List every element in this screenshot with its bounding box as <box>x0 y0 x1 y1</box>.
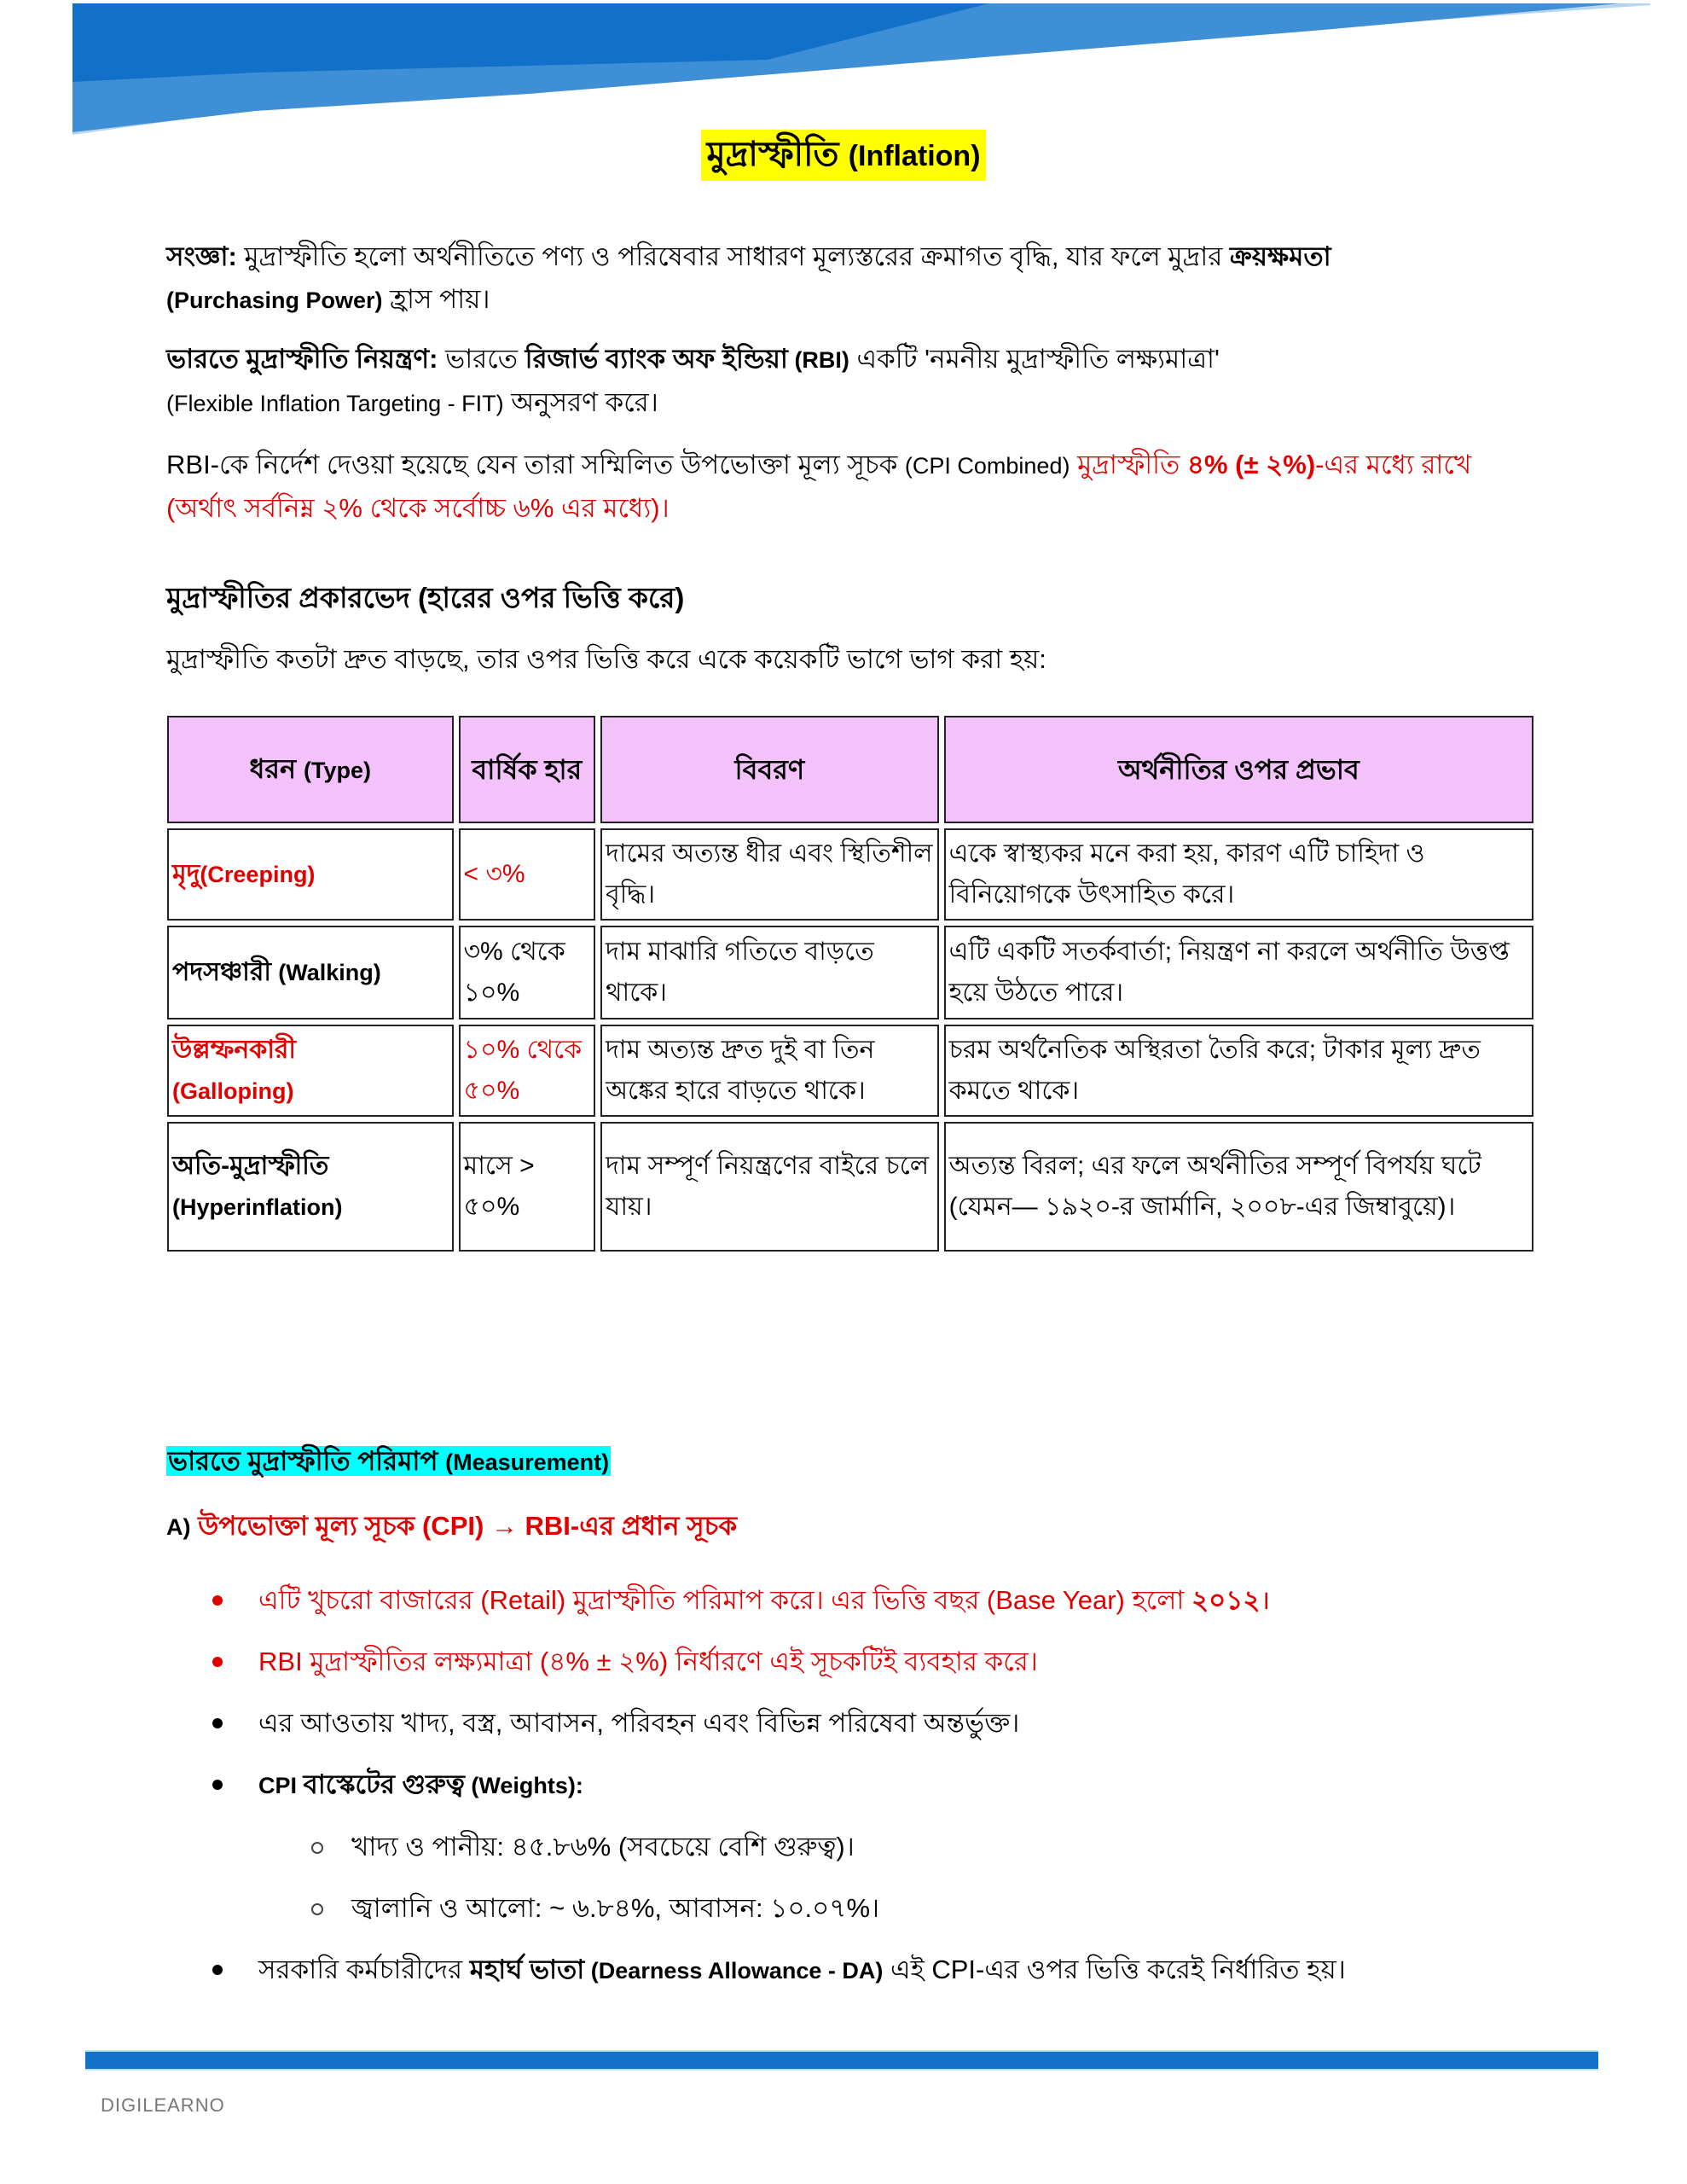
header-type-bn: ধরন <box>249 753 297 784</box>
description-cell: দাম সম্পূর্ণ নিয়ন্ত্রণের বাইরে চলে যায়। <box>600 1122 939 1252</box>
mandate-red-text: মুদ্রাস্ফীতি <box>1070 450 1187 479</box>
circle-bullet-icon <box>311 1903 323 1915</box>
bullet-text: এটি খুচরো বাজারের (Retail) মুদ্রাস্ফীতি পরিমাপ করে। এর ভিত্তি বছর (Base Year) হলো <box>258 1585 1191 1615</box>
table-header-row <box>167 716 1533 823</box>
description-cell: দাম অত্যন্ত দ্রুত দুই বা তিন অঙ্কের হারে বাড়তে থাকে। <box>600 1025 939 1117</box>
sub-list-item <box>166 1878 1548 1939</box>
da-english: (Dearness Allowance - DA) <box>584 1958 884 1984</box>
title-english: (Inflation) <box>848 140 981 172</box>
bullet-text: এর আওতায় খাদ্য, বস্ত্র, আবাসন, পরিবহন এবং বিভিন্ন পরিষেবা অন্তর্ভুক্ত। <box>258 1708 1020 1738</box>
cpi-bullet-list <box>166 1570 1548 2001</box>
type-cell <box>167 926 454 1019</box>
da-bengali: মহার্ঘ ভাতা <box>469 1955 585 1984</box>
rbi-abbr: (RBI) <box>787 347 849 373</box>
rate-cell: ৩% থেকে ১০% <box>459 926 596 1019</box>
fit-english: (Flexible Inflation Targeting - FIT) <box>166 391 504 416</box>
rate-cell: মাসে > ৫০% <box>459 1122 596 1252</box>
bullet-end: । <box>1260 1585 1271 1615</box>
rate-cell: ১০% থেকে ৫০% <box>459 1025 596 1117</box>
measurement-heading-en: (Measurement) <box>445 1449 610 1475</box>
type-en: (Galloping) <box>172 1078 294 1104</box>
type-bn: অতি-মুদ্রাস্ফীতি <box>172 1152 329 1180</box>
bullet-icon <box>212 1595 223 1606</box>
bullet-end: এই CPI-এর ওপর ভিত্তি করেই নির্ধারিত হয়। <box>883 1955 1346 1984</box>
sub-list-item <box>166 1816 1548 1878</box>
list-item <box>166 1631 1548 1693</box>
header-description: বিবরণ <box>600 716 939 823</box>
table-row <box>167 926 1533 1019</box>
circle-bullet-icon <box>311 1842 323 1854</box>
description-cell: দাম মাঝারি গতিতে বাড়তে থাকে। <box>600 926 939 1019</box>
description-cell: দামের অত্যন্ত ধীর এবং স্থিতিশীল বৃদ্ধি। <box>600 828 939 921</box>
type-en: (Hyperinflation) <box>172 1194 343 1220</box>
definition-paragraph <box>166 235 1548 322</box>
cpi-subheading-text: উপভোক্তা মূল্য সূচক (CPI) → RBI-এর প্রধান সূচক <box>190 1511 738 1541</box>
header-type-en: (Type) <box>304 758 372 783</box>
type-en: (Walking) <box>278 960 381 985</box>
measurement-heading <box>166 1440 611 1484</box>
table-row <box>167 1122 1533 1252</box>
fuel-housing-weight: জ্বালানি ও আলো: ~ ৬.৮৪%, আবাসন: ১০.০৭%। <box>351 1893 880 1923</box>
footer-bar <box>85 2050 1598 2071</box>
cpi-combined: (CPI Combined) <box>904 453 1070 479</box>
page-title-wrap <box>0 130 1687 181</box>
types-heading: মুদ্রাস্ফীতির প্রকারভেদ (হারের ওপর ভিত্তি করে) <box>166 582 685 613</box>
purchasing-power-english: (Purchasing Power) <box>166 288 383 313</box>
type-cell <box>167 1122 454 1252</box>
mandate-paragraph <box>166 444 1548 530</box>
header-type <box>167 716 454 823</box>
type-cell <box>167 828 454 921</box>
bullet-icon <box>212 1780 223 1790</box>
subheading-prefix: A) <box>166 1514 191 1540</box>
measurement-heading-highlight <box>166 1446 611 1476</box>
fit-bengali: একটি 'নমনীয় মুদ্রাস্ফীতি লক্ষ্যমাত্রা' <box>849 344 1220 374</box>
control-label: ভারতে মুদ্রাস্ফীতি নিয়ন্ত্রণ: <box>166 344 438 374</box>
types-intro: মুদ্রাস্ফীতি কতটা দ্রুত বাড়ছে, তার ওপর ভিত্তি করে একে কয়েকটি ভাগে ভাগ করা হয়: <box>166 644 1046 674</box>
control-text: ভারতে <box>438 344 525 374</box>
header-banner <box>0 0 1687 145</box>
bullet-text: সরকারি কর্মচারীদের <box>258 1955 470 1984</box>
measurement-heading-bn: ভারতে মুদ্রাস্ফীতি পরিমাপ <box>168 1446 438 1476</box>
mandate-text: RBI-কে নির্দেশ দেওয়া হয়েছে যেন তারা সম্মিলিত উপভোক্তা মূল্য সূচক <box>166 450 905 479</box>
type-en: (Creeping) <box>200 862 316 887</box>
type-bn: মৃদু <box>172 860 200 888</box>
impact-cell: একে স্বাস্থ্যকর মনে করা হয়, কারণ এটি চাহিদা ও বিনিয়োগকে উৎসাহিত করে। <box>944 828 1533 921</box>
bullet-icon <box>212 1657 223 1667</box>
impact-cell: এটি একটি সতর্কবার্তা; নিয়ন্ত্রণ না করলে অর্থনীতি উত্তপ্ত হয়ে উঠতে পারে। <box>944 926 1533 1019</box>
definition-end: হ্রাস পায়। <box>382 284 490 314</box>
inflation-target: ৪% (± ২%) <box>1186 450 1316 479</box>
impact-cell: অত্যন্ত বিরল; এর ফলে অর্থনীতির সম্পূর্ণ বিপর্যয় ঘটে (যেমন— ১৯২০-র জার্মানি, ২০০৮-এর জিম্বাবুয়ে)। <box>944 1122 1533 1252</box>
definition-text: মুদ্রাস্ফীতি হলো অর্থনীতিতে পণ্য ও পরিষেবার সাধারণ মূল্যস্তরের ক্রমাগত বৃদ্ধি, যার ফলে মুদ্রার <box>236 241 1230 271</box>
rbi-name: রিজার্ভ ব্যাংক অফ ইন্ডিয়া <box>525 344 788 374</box>
list-item <box>166 1693 1548 1754</box>
food-weight: খাদ্য ও পানীয়: ৪৫.৮৬% (সবচেয়ে বেশি গুরুত্ব)। <box>351 1832 855 1862</box>
bullet-icon <box>212 1965 223 1975</box>
weights-english: (Weights): <box>464 1773 583 1798</box>
type-bn: পদসঞ্চারী <box>172 958 271 986</box>
control-paragraph <box>166 338 1548 425</box>
cpi-subheading <box>166 1505 737 1548</box>
inflation-types-table <box>162 711 1539 1257</box>
list-item <box>166 1570 1548 1631</box>
header-impact: অর্থনীতির ওপর প্রভাব <box>944 716 1533 823</box>
header-rate: বার্ষিক হার <box>459 716 596 823</box>
bullet-text: RBI মুদ্রাস্ফীতির লক্ষ্যমাত্রা (৪% ± ২%) নির্ধারণে এই সূচকটিই ব্যবহার করে। <box>258 1647 1038 1676</box>
basket-weights-label: বাস্কেটের গুরুত্ব <box>303 1769 465 1799</box>
list-item <box>166 1939 1548 2001</box>
purchasing-power-term: ক্রয়ক্ষমতা <box>1229 241 1331 271</box>
control-end: অনুসরণ করে। <box>503 387 658 417</box>
definition-label: সংজ্ঞা: <box>166 241 237 271</box>
type-cell <box>167 1025 454 1117</box>
table-row <box>167 1025 1533 1117</box>
page-title <box>701 130 985 181</box>
rate-cell: < ৩% <box>459 828 596 921</box>
base-year: ২০১২ <box>1191 1585 1261 1615</box>
list-item <box>166 1754 1548 1816</box>
type-bn: উল্লম্ফনকারী <box>172 1036 297 1064</box>
bullet-icon <box>212 1718 223 1728</box>
title-bengali: মুদ্রাস্ফীতি <box>706 136 839 173</box>
footer-brand: DIGILEARNO <box>101 2094 225 2116</box>
cpi-prefix: CPI <box>258 1773 304 1798</box>
table-row <box>167 828 1533 921</box>
impact-cell: চরম অর্থনৈতিক অস্থিরতা তৈরি করে; টাকার মূল্য দ্রুত কমতে থাকে। <box>944 1025 1533 1117</box>
mandate-range: -এর মধ্যে রাখে (অর্থাৎ সর্বনিম্ন ২% থেকে সর্বোচ্চ ৬% এর মধ্যে)। <box>166 450 1472 523</box>
